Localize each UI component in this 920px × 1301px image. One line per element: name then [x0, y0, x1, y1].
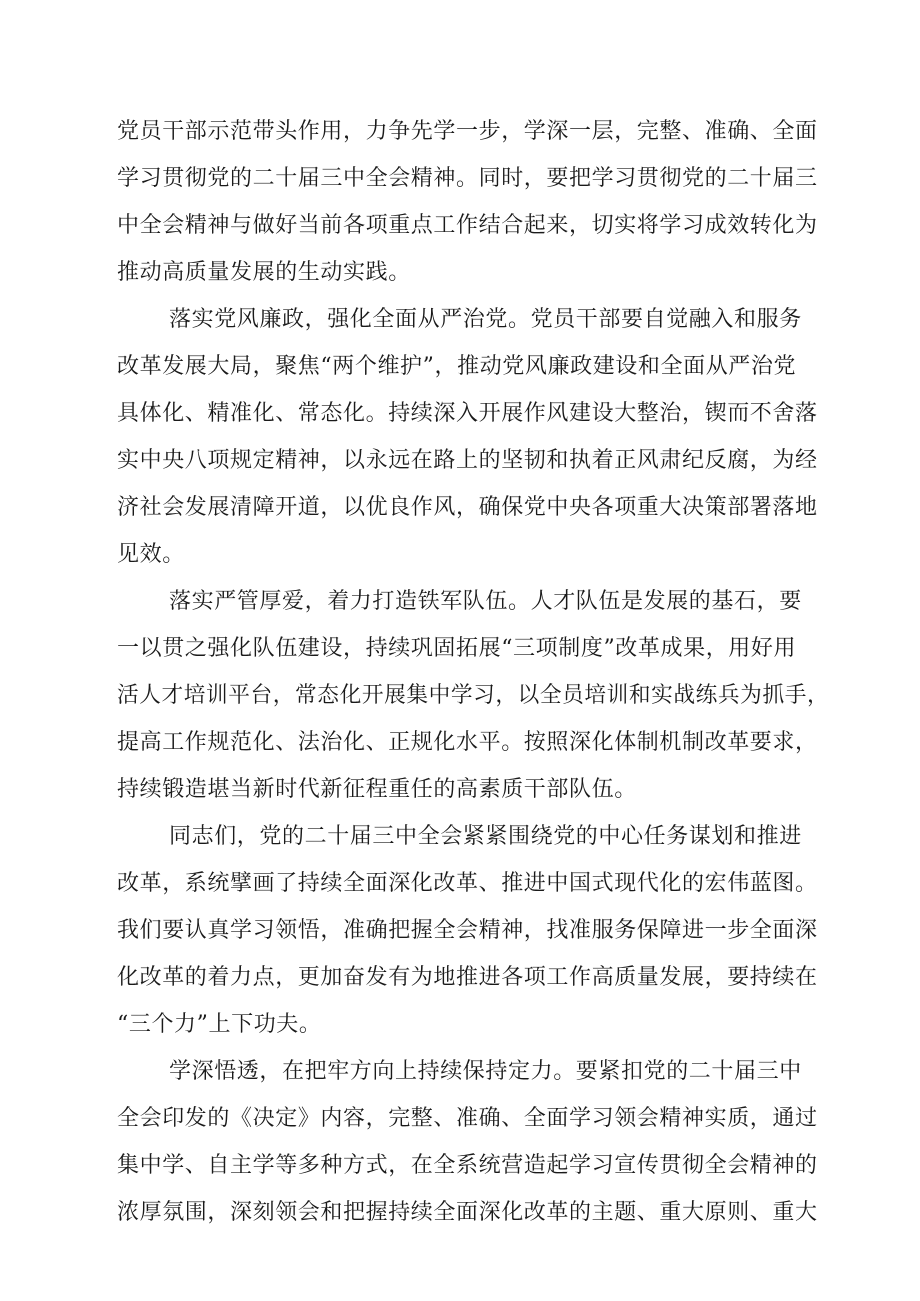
- text-line: 落实严管厚爱，着力打造铁军队伍。人才队伍是发展的基石，要: [169, 589, 802, 614]
- text-line: 我们要认真学习领悟，准确把握全会精神，找准服务保障进一步全面深: [117, 918, 818, 943]
- text-line: 持续锻造堪当新时代新征程重任的高素质干部队伍。: [117, 777, 637, 802]
- paragraph-1: [117, 108, 829, 296]
- text-line: 改革发展大局，聚焦“两个维护”，推动党风廉政建设和全面从严治党: [117, 354, 797, 379]
- text-line: 落实党风廉政，强化全面从严治党。党员干部要自觉融入和服务: [169, 307, 802, 332]
- text-line: 改革，系统擘画了持续全面深化改革、推进中国式现代化的宏伟蓝图。: [117, 871, 818, 896]
- text-line: 浓厚氛围，深刻领会和把握持续全面深化改革的主题、重大原则、重大: [117, 1200, 818, 1225]
- text-line: 集中学、自主学等多种方式，在全系统营造起学习宣传贯彻全会精神的: [117, 1153, 818, 1178]
- document-body: [117, 108, 829, 1236]
- text-line: 见效。: [117, 542, 185, 567]
- text-line: 中全会精神与做好当前各项重点工作结合起来，切实将学习成效转化为: [117, 213, 818, 238]
- text-line: 实中央八项规定精神，以永远在路上的坚韧和执着正风肃纪反腐，为经: [117, 448, 818, 473]
- paragraph-4: [117, 813, 829, 1048]
- text-line: 化改革的着力点，更加奋发有为地推进各项工作高质量发展，要持续在: [117, 965, 818, 990]
- paragraph-3: [117, 578, 829, 813]
- paragraph-2: [117, 296, 829, 578]
- text-line: 推动高质量发展的生动实践。: [117, 260, 411, 285]
- text-line: 济社会发展清障开道，以优良作风，确保党中央各项重大决策部署落地: [117, 495, 818, 520]
- text-line: 全会印发的《决定》内容，完整、准确、全面学习领会精神实质，通过: [117, 1106, 818, 1131]
- text-line: 活人才培训平台，常态化开展集中学习，以全员培训和实战练兵为抓手，: [117, 683, 830, 708]
- text-line: 学习贯彻党的二十届三中全会精神。同时，要把学习贯彻党的二十届三: [117, 166, 818, 191]
- text-line: “三个力”上下功夫。: [117, 1012, 322, 1037]
- text-line: 学深悟透，在把牢方向上持续保持定力。要紧扣党的二十届三中: [169, 1059, 802, 1084]
- text-line: 一以贯之强化队伍建设，持续巩固拓展“三项制度”改革成果，用好用: [117, 636, 797, 661]
- text-line: 党员干部示范带头作用，力争先学一步，学深一层，完整、准确、全面: [117, 119, 818, 144]
- text-line: 具体化、精准化、常态化。持续深入开展作风建设大整治，锲而不舍落: [117, 401, 818, 426]
- text-line: 同志们，党的二十届三中全会紧紧围绕党的中心任务谋划和推进: [169, 824, 802, 849]
- paragraph-5: [117, 1048, 829, 1236]
- text-line: 提高工作规范化、法治化、正规化水平。按照深化体制机制改革要求，: [117, 730, 818, 755]
